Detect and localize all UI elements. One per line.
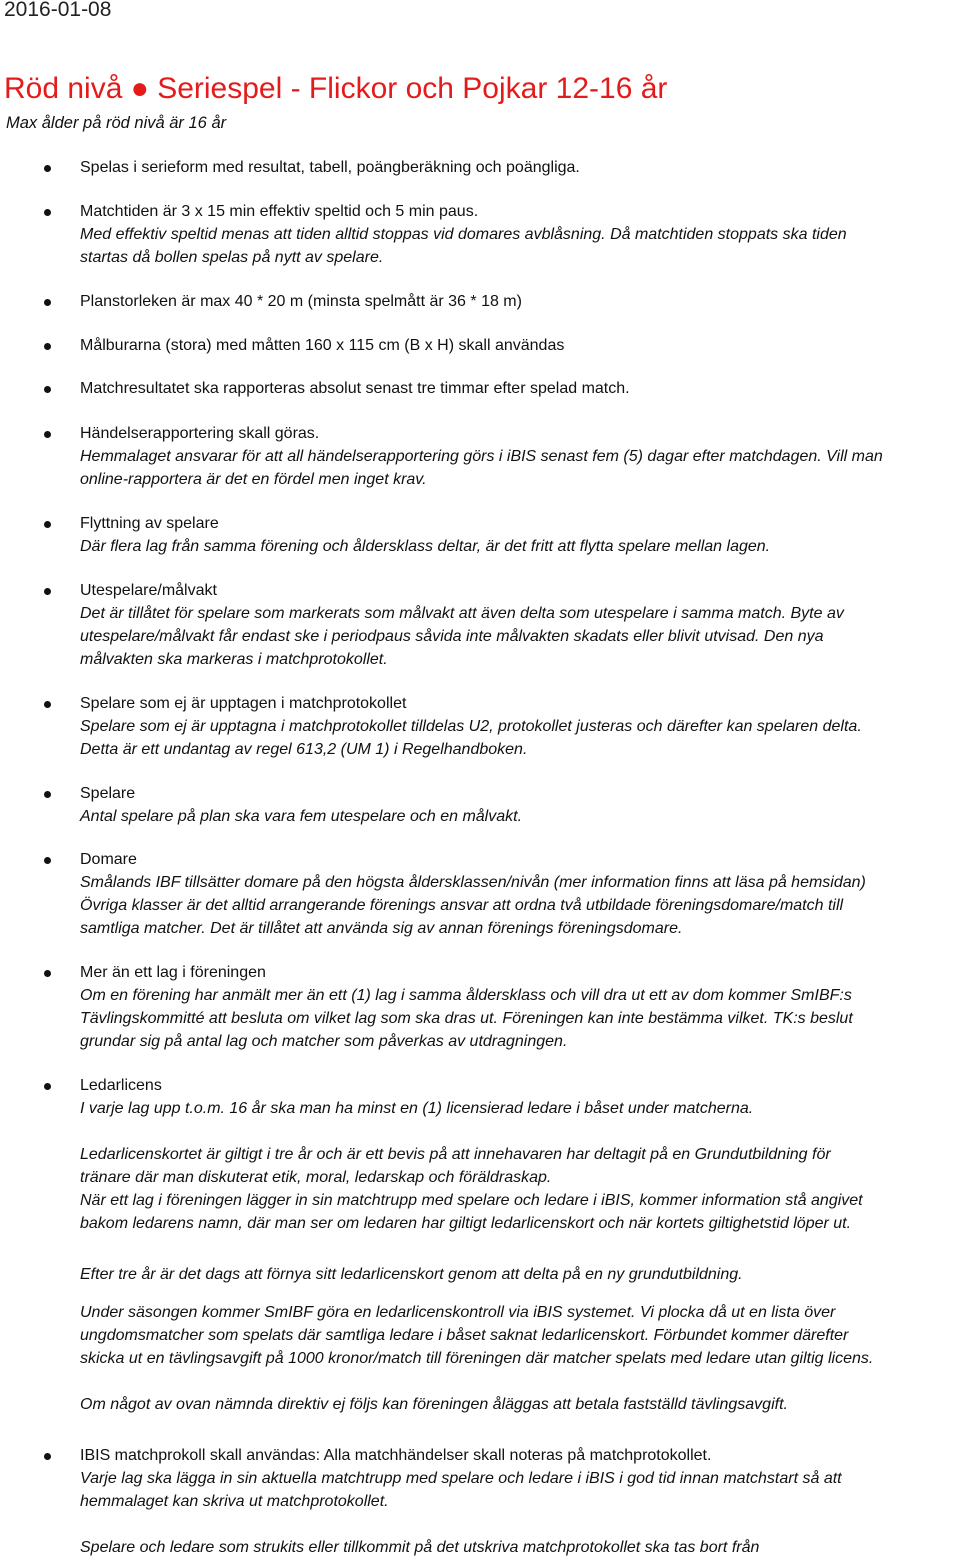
list-item: [80, 579, 960, 671]
item-text: Ledarlicenskortet är giltigt i tre år och är ett bevis på att innehavaren har deltagit på en Grundutbildning för: [80, 1146, 831, 1163]
item-text: Händelserapportering skall göras.: [80, 425, 320, 442]
item-text: Hemmalaget ansvarar för att all händelserapportering görs i iBIS senast fem (5) dagar efter matchdagen. Vill man: [80, 448, 883, 465]
list-item: [80, 200, 960, 269]
item-text: startas då bollen spelas på nytt av spelare.: [80, 249, 384, 266]
item-text: Spelare som ej är upptagna i matchprotokollet tilldelas U2, protokollet justeras och därefter kan spelaren delta.: [80, 718, 862, 735]
item-text: Varje lag ska lägga in sin aktuella matchtrupp med spelare och ledare i iBIS i god tid innan matchstart så att: [80, 1470, 842, 1487]
item-text: Flyttning av spelare: [80, 515, 219, 532]
spacer: [80, 1286, 960, 1301]
item-text: Matchtiden är 3 x 15 min effektiv speltid och 5 min paus.: [80, 203, 479, 220]
item-text: utespelare/målvakt får endast ske i periodpaus såvida inte målvakten skadats eller blivit utvisad. Den nya: [80, 628, 824, 645]
bullet-icon: [44, 701, 51, 708]
item-text: Antal spelare på plan ska vara fem utespelare och en målvakt.: [80, 808, 523, 825]
bullet-icon: [44, 521, 51, 528]
item-text: Mer än ett lag i föreningen: [80, 964, 266, 981]
item-text: Om en förening har anmält mer än ett (1) lag i samma åldersklass och vill dra ut ett av dom kommer SmIBF:s: [80, 987, 852, 1004]
item-text: När ett lag i föreningen lägger in sin matchtrupp med spelare och ledare i iBIS, kommer information stå angivet: [80, 1192, 863, 1209]
item-text: Spelare och ledare som strukits eller tillkommit på det utskriva matchprotokollet ska tas bort från: [80, 1539, 760, 1556]
list-item: [80, 848, 960, 940]
spacer: [80, 1513, 960, 1536]
bullet-icon: [44, 1453, 51, 1460]
bullet-icon: [44, 343, 51, 350]
item-text: Det är tillåtet för spelare som markerats som målvakt att även delta som utespelare i samma match. Byte av: [80, 605, 844, 622]
item-text: Tävlingskommitté att besluta om vilket lag som ska dras ut. Föreningen kan inte bestämma vilket. TK:s beslut: [80, 1010, 853, 1027]
item-text: samtliga matcher. Det är tillåtet att använda sig av annan förenings föreningsdomare.: [80, 920, 683, 937]
item-text: målvakten ska markeras i matchprotokollet.: [80, 651, 388, 668]
item-text: Smålands IBF tillsätter domare på den högsta åldersklassen/nivån (mer information finns att läsa på hemsidan): [80, 874, 866, 891]
item-text: Målburarna (stora) med måtten 160 x 115 cm (B x H) skall användas: [80, 337, 565, 354]
item-text: Om något av ovan nämnda direktiv ej följs kan föreningen åläggas att betala fastställd tävlingsavgift.: [80, 1396, 788, 1413]
bullet-icon: [44, 1083, 51, 1090]
list-item: [80, 422, 960, 491]
bullet-icon: [44, 791, 51, 798]
item-text: Med effektiv speltid menas att tiden alltid stoppas vid domares avblåsning. Då matchtiden stoppats ska tiden: [80, 226, 847, 243]
spacer: [80, 1120, 960, 1143]
list-item: [80, 334, 960, 357]
item-text: I varje lag upp t.o.m. 16 år ska man ha minst en (1) licensierad ledare i båset under matcherna.: [80, 1100, 754, 1117]
bullet-icon: [44, 970, 51, 977]
item-text: ungdomsmatcher som spelats där samtliga ledare i båset saknat ledarlicenskort. Förbundet kommer därefter: [80, 1327, 849, 1344]
item-text: Spelas i serieform med resultat, tabell, poängberäkning och poängliga.: [80, 159, 580, 176]
item-text: Ledarlicens: [80, 1077, 162, 1094]
list-item: [80, 377, 960, 400]
item-text: Detta är ett undantag av regel 613,2 (UM 1) i Regelhandboken.: [80, 741, 528, 758]
item-text: Spelare: [80, 785, 136, 802]
bullet-icon: [44, 386, 51, 393]
item-text: Där flera lag från samma förening och åldersklass deltar, är det fritt att flytta spelare mellan lagen.: [80, 538, 771, 555]
bullet-icon: [44, 299, 51, 306]
item-text: bakom ledarens namn, där man ser om ledaren har giltigt ledarlicenskort och när kortets giltighetstid löper ut.: [80, 1215, 852, 1232]
list-item: [80, 156, 960, 179]
item-text: Efter tre år är det dags att förnya sitt ledarlicenskort genom att delta på en ny grundutbildning.: [80, 1266, 743, 1283]
list-item: [80, 512, 960, 558]
item-text: Utespelare/målvakt: [80, 582, 217, 599]
spacer: [80, 1235, 960, 1263]
item-text: grundar sig på antal lag och matcher som påverkas av utdragningen.: [80, 1033, 568, 1050]
item-text: Övriga klasser är det alltid arrangerande förenings ansvar att ordna två utbildade föreningsdomare/match till: [80, 897, 844, 914]
item-text: skicka ut en tävlingsavgift på 1000 kronor/match till föreningen där matcher spelats med ledare utan giltig licens.: [80, 1350, 874, 1367]
item-text: Matchresultatet ska rapporteras absolut senast tre timmar efter spelad match.: [80, 380, 630, 397]
item-text: tränare där man diskuterat etik, moral, ledarskap och föräldraskap.: [80, 1169, 552, 1186]
list-item: [80, 692, 960, 761]
list-item: [80, 961, 960, 1053]
item-text: Planstorleken är max 40 * 20 m (minsta spelmått är 36 * 18 m): [80, 293, 522, 310]
bullet-icon: [44, 209, 51, 216]
item-text: Domare: [80, 851, 137, 868]
list-item: [80, 782, 960, 828]
page-subtitle: Max ålder på röd nivå är 16 år: [6, 114, 227, 132]
item-text: Under säsongen kommer SmIBF göra en ledarlicenskontroll via iBIS systemet. Vi plocka då ut en lista över: [80, 1304, 836, 1321]
item-text: Spelare som ej är upptagen i matchprotokollet: [80, 695, 407, 712]
list-item: [80, 1444, 960, 1559]
item-text: online-rapportera är det en fördel men inget krav.: [80, 471, 427, 488]
item-text: hemmalaget kan skriva ut matchprotokollet.: [80, 1493, 389, 1510]
page-title: Röd nivå ● Seriespel - Flickor och Pojkar 12-16 år: [4, 72, 668, 105]
document-date: 2016-01-08: [4, 0, 112, 21]
bullet-icon: [44, 588, 51, 595]
bullet-icon: [44, 165, 51, 172]
bullet-icon: [44, 431, 51, 438]
spacer: [80, 1370, 960, 1393]
list-item: [80, 290, 960, 313]
list-item: [80, 1074, 960, 1416]
bullet-icon: [44, 857, 51, 864]
item-text: IBIS matchprokoll skall användas: Alla matchhändelser skall noteras på matchprotokollet.: [80, 1447, 712, 1464]
